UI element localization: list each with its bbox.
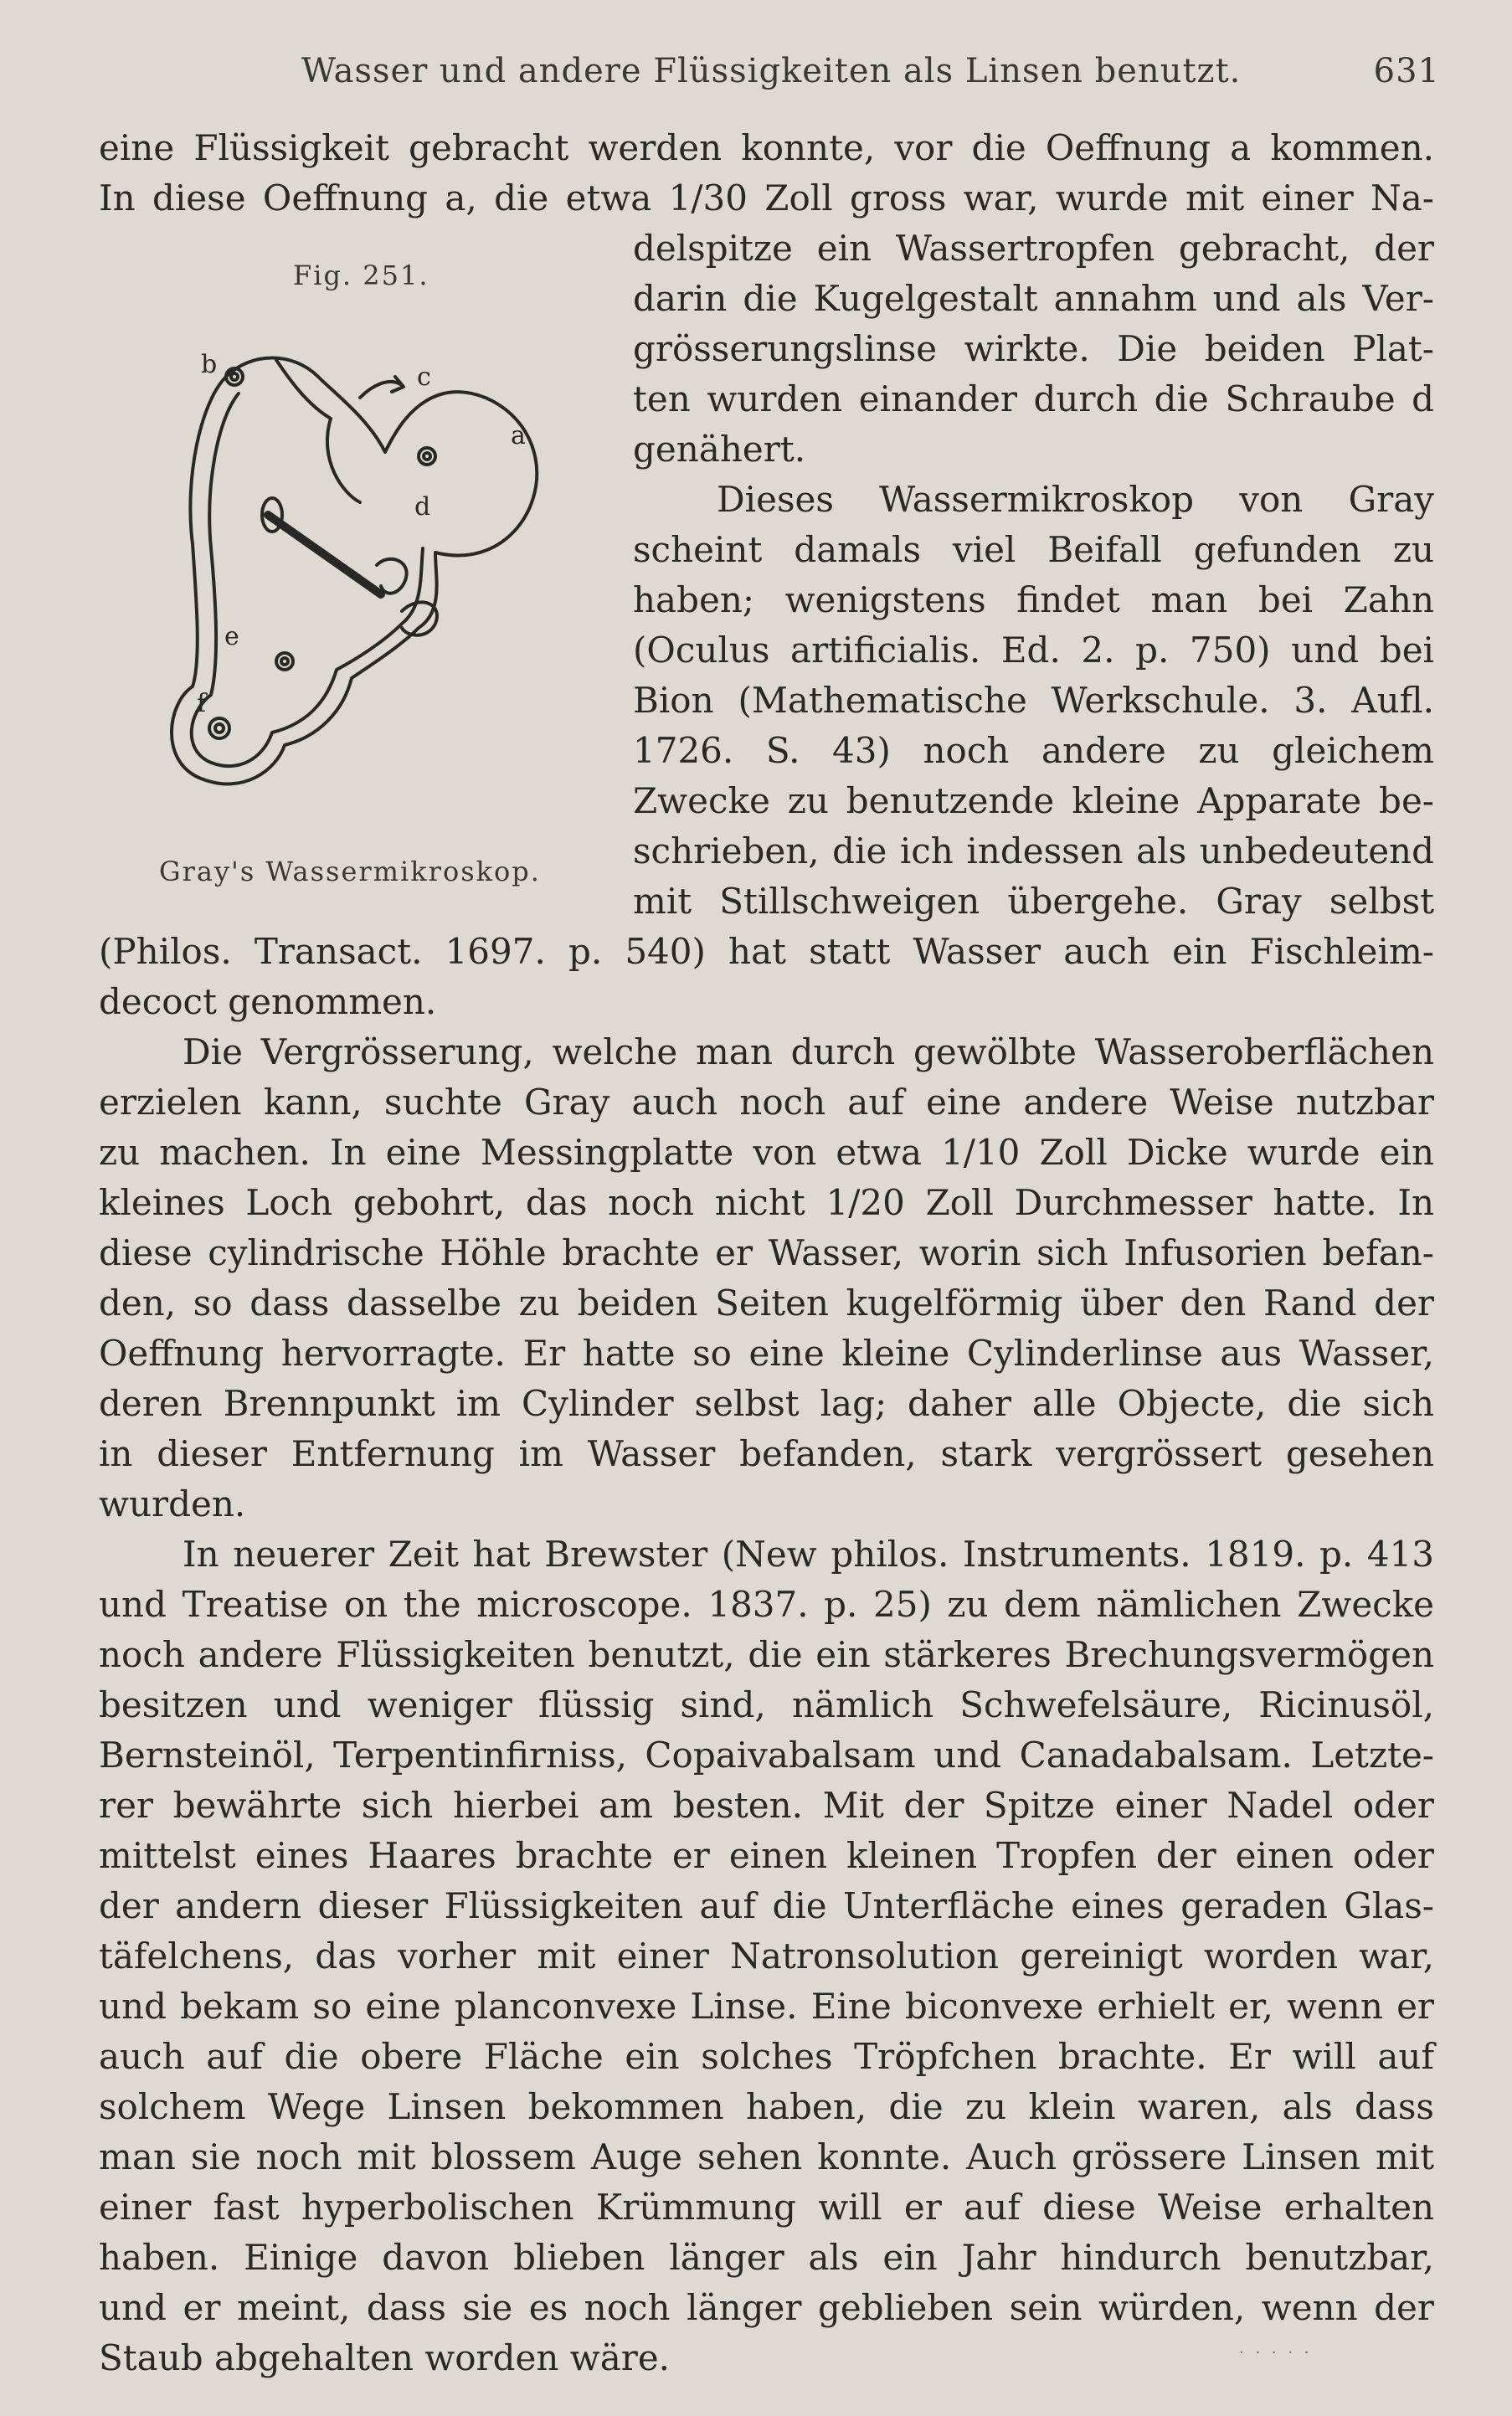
text-line: mittelst eines Haares brachte er einen kleinen Tropfen der einen oder [99, 1835, 1434, 1876]
text-line: Oeffnung hervorragte. Er hatte so eine kleine Cylinderlinse aus Wasser, [99, 1333, 1434, 1374]
text-line: haben. Einige davon blieben länger als ein Jahr hindurch benutzbar, [99, 2237, 1434, 2278]
text-line: ten wurden einander durch die Schraube d [633, 378, 1434, 419]
text-line: (Philos. Transact. 1697. p. 540) hat statt Wasser auch ein Fischleim- [99, 931, 1434, 972]
figure-gray-microscope [151, 326, 578, 795]
text-line: wurden. [99, 1483, 246, 1524]
page-number: 631 [1373, 52, 1440, 90]
text-line: diese cylindrische Höhle brachte er Wasser, worin sich Infusorien befan- [99, 1232, 1434, 1273]
text-line: 1726. S. 43) noch andere zu gleichem [633, 730, 1434, 771]
text-line: deren Brennpunkt im Cylinder selbst lag; daher alle Objecte, die sich [99, 1383, 1434, 1424]
text-line: Dieses Wassermikroskop von Gray [717, 479, 1434, 520]
text-line: in dieser Entfernung im Wasser befanden, stark vergrössert gesehen [99, 1433, 1434, 1474]
fig-letter-e: e [224, 622, 239, 651]
text-line: genähert. [633, 429, 806, 470]
text-line: einer fast hyperbolischen Krümmung will er auf diese Weise erhalten [99, 2187, 1434, 2228]
text-line: decoct genommen. [99, 981, 437, 1022]
text-line: Zwecke zu benutzende kleine Apparate be- [633, 780, 1434, 821]
text-line: kleines Loch gebohrt, das noch nicht 1/20 Zoll Durchmesser hatte. In [99, 1182, 1434, 1223]
text-line: man sie noch mit blossem Auge sehen konnte. Auch grössere Linsen mit [99, 2136, 1434, 2177]
text-line: (Oculus artificialis. Ed. 2. p. 750) und bei [633, 630, 1434, 671]
text-line: den, so dass dasselbe zu beiden Seiten kugelförmig über den Rand der [99, 1283, 1434, 1324]
text-line: In neuerer Zeit hat Brewster (New philos. Instruments. 1819. p. 413 [183, 1534, 1434, 1575]
text-line: Staub abgehalten worden wäre. [99, 2337, 671, 2378]
text-line: erzielen kann, suchte Gray auch noch auf eine andere Weise nutzbar [99, 1082, 1434, 1123]
running-header [92, 52, 1440, 102]
text-line: eine Flüssigkeit gebracht werden konnte, vor die Oeffnung a kommen. [99, 127, 1434, 168]
text-line: mit Stillschweigen übergehe. Gray selbst [633, 881, 1434, 922]
figure-caption: Gray's Wassermikroskop. [159, 856, 541, 887]
fig-letter-f: f [197, 689, 207, 718]
text-line: und Treatise on the microscope. 1837. p. 25) zu dem nämlichen Zwecke [99, 1584, 1434, 1625]
fig-letter-a: a [511, 421, 526, 450]
text-line: scheint damals viel Beifall gefunden zu [633, 529, 1434, 570]
text-line: und bekam so eine planconvexe Linse. Eine biconvexe erhielt er, wenn er [99, 1986, 1434, 2027]
fig-letter-d: d [414, 492, 431, 522]
text-line: Bernsteinöl, Terpentinfirniss, Copaivabalsam und Canadabalsam. Letzte- [99, 1735, 1434, 1776]
printing-specks-decoration: · · · · · [1239, 2344, 1313, 2362]
text-line: noch andere Flüssigkeiten benutzt, die ein stärkeres Brechungsvermögen [99, 1634, 1434, 1675]
text-line: auch auf die obere Fläche ein solches Tröpfchen brachte. Er will auf [99, 2036, 1434, 2077]
fig-letter-c: c [417, 362, 431, 392]
text-line: schrieben, die ich indessen als unbedeutend [633, 830, 1434, 871]
text-line: besitzen und weniger flüssig sind, nämlich Schwefelsäure, Ricinusöl, [99, 1684, 1434, 1725]
text-line: täfelchens, das vorher mit einer Natronsolution gereinigt worden war, [99, 1935, 1434, 1976]
text-line: haben; wenigstens findet man bei Zahn [633, 579, 1434, 620]
text-line: grösserungslinse wirkte. Die beiden Plat- [633, 328, 1434, 369]
fig-letter-b: b [201, 350, 218, 379]
text-line: und er meint, dass sie es noch länger geblieben sein würden, wenn der [99, 2287, 1434, 2328]
text-line: Bion (Mathematische Werkschule. 3. Aufl. [633, 680, 1434, 721]
text-line: zu machen. In eine Messingplatte von etwa 1/10 Zoll Dicke wurde ein [99, 1132, 1434, 1173]
figure-label: Fig. 251. [293, 260, 429, 291]
running-title: Wasser und andere Flüssigkeiten als Linsen benutzt. [301, 52, 1242, 90]
text-line: rer bewährte sich hierbei am besten. Mit der Spitze einer Nadel oder [99, 1785, 1434, 1826]
text-line: In diese Oeffnung a, die etwa 1/30 Zoll gross war, wurde mit einer Na- [99, 177, 1434, 218]
text-line: Die Vergrösserung, welche man durch gewölbte Wasseroberflächen [183, 1031, 1434, 1072]
text-line: der andern dieser Flüssigkeiten auf die Unterfläche eines geraden Glas- [99, 1885, 1434, 1926]
text-line: darin die Kugelgestalt annahm und als Ver- [633, 278, 1434, 319]
text-line: delspitze ein Wassertropfen gebracht, der [633, 228, 1434, 269]
text-line: solchem Wege Linsen bekommen haben, die zu klein waren, als dass [99, 2086, 1434, 2127]
